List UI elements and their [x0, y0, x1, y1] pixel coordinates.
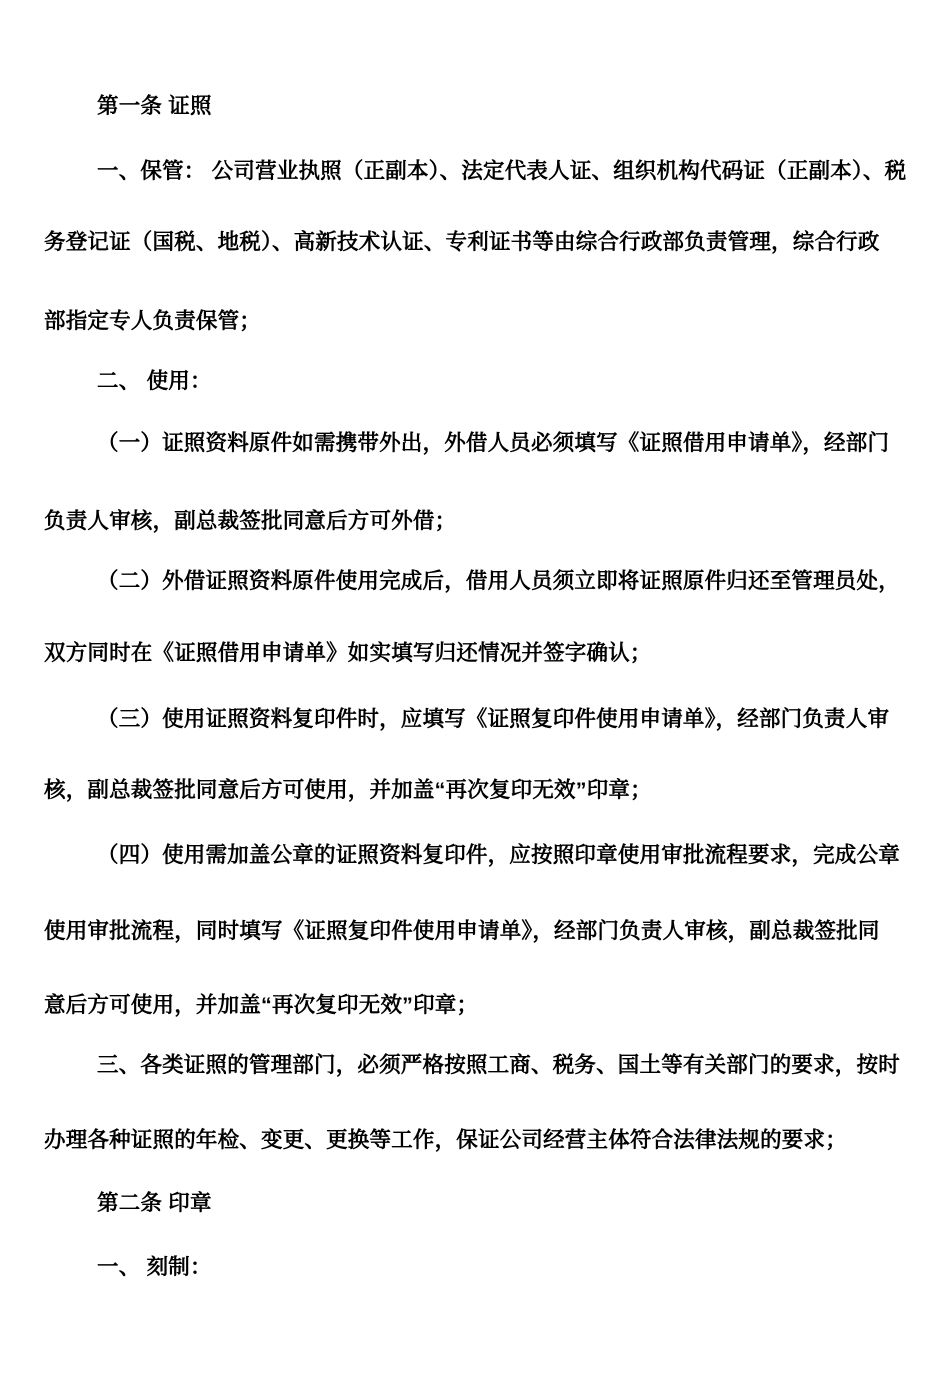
document-line: 使用审批流程，同时填写《证照复印件使用申请单》，经部门负责人审核，副总裁签批同 — [44, 919, 880, 943]
document-line: 二、 使用： — [97, 369, 212, 393]
document-line: 双方同时在《证照借用申请单》如实填写归还情况并签字确认； — [44, 641, 652, 665]
document-line: （四）使用需加盖公章的证照资料复印件，应按照印章使用审批流程要求，完成公章 — [97, 843, 900, 867]
document-line: 办理各种证照的年检、变更、更换等工作，保证公司经营主体符合法律法规的要求； — [44, 1128, 847, 1152]
document-line: （三）使用证照资料复印件时，应填写《证照复印件使用申请单》，经部门负责人审 — [97, 707, 890, 731]
document-line: 一、保管： 公司营业执照（正副本）、法定代表人证、组织机构代码证（正副本）、税 — [97, 159, 907, 183]
article-1-heading: 第一条 证照 — [97, 94, 212, 118]
document-line: （二）外借证照资料原件使用完成后，借用人员须立即将证照原件归还至管理员处， — [97, 569, 900, 593]
document-line: 三、各类证照的管理部门，必须严格按照工商、税务、国土等有关部门的要求，按时 — [97, 1053, 900, 1077]
article-2-heading: 第二条 印章 — [97, 1191, 212, 1215]
document-line: 负责人审核，副总裁签批同意后方可外借； — [44, 509, 457, 533]
document-line: 务登记证（国税、地税）、高新技术认证、专利证书等由综合行政部负责管理，综合行政 — [44, 230, 880, 254]
document-line: 一、 刻制： — [97, 1255, 212, 1279]
document-line: （一）证照资料原件如需携带外出，外借人员必须填写《证照借用申请单》，经部门 — [97, 431, 890, 455]
document-line: 部指定专人负责保管； — [44, 309, 262, 333]
document-line: 核，副总裁签批同意后方可使用，并加盖“再次复印无效”印章； — [44, 778, 652, 802]
document-line: 意后方可使用，并加盖“再次复印无效”印章； — [44, 993, 479, 1017]
